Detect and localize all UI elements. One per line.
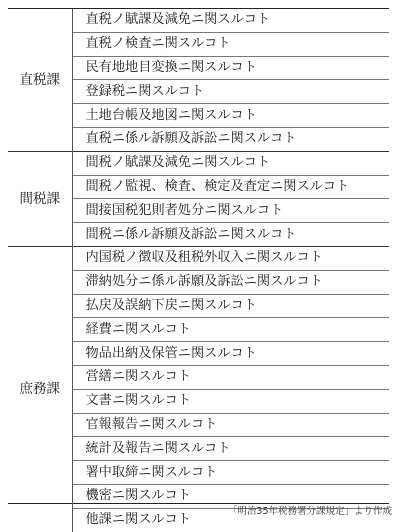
duty-item: 直税ノ賦課及減免ニ関スルコト xyxy=(85,12,271,28)
duty-item: 間接国税犯則者処分ニ関スルコト xyxy=(72,199,389,223)
duty-item: 払戻及誤納下戻ニ関スルコト xyxy=(72,294,389,318)
duty-item: 機密ニ関スルコト xyxy=(72,484,389,508)
duty-item: 登録税ニ関スルコト xyxy=(72,80,389,104)
duty-item: 滞納処分ニ係ル訴願及訴訟ニ関スルコト xyxy=(72,270,389,294)
duty-item: 直税ニ係ル訴願及訴訟ニ関スルコト xyxy=(72,127,389,151)
department-general-affairs: 庶務課 xyxy=(8,246,72,531)
duty-item: 間税ノ賦課及減免ニ関スルコト xyxy=(72,151,389,175)
duty-item: 直税ノ検査ニ関スルコト xyxy=(72,32,389,56)
duty-item: 文書ニ関スルコト xyxy=(72,389,389,413)
duty-item: 間税ノ監視、検査、検定及査定ニ関スルコト xyxy=(72,175,389,199)
duty-item: 署中取締ニ関スルコト xyxy=(72,461,389,485)
source-note: 「明治35年税務署分課規定」より作成 xyxy=(227,506,392,517)
table-row xyxy=(8,9,389,32)
duty-item: 土地台帳及地図ニ関スルコト xyxy=(72,104,389,128)
table-row xyxy=(8,151,389,175)
duty-item: 物品出納及保管ニ関スルコト xyxy=(72,342,389,366)
duty-item: 内国税ノ徴収及租税外収入ニ関スルコト xyxy=(72,246,389,270)
duty-item: 間税ニ係ル訴願及訴訟ニ関スルコト xyxy=(72,223,389,247)
department-direct-tax: 直税課 xyxy=(8,9,72,151)
duty-item: 営繕ニ関スルコト xyxy=(72,365,389,389)
duty-item: 経費ニ関スルコト xyxy=(72,318,389,342)
duty-item: 他課ニ関スルコト xyxy=(72,508,389,531)
duty-item: 統計及報告ニ関スルコト xyxy=(72,437,389,461)
duty-item: 官報報告ニ関スルコト xyxy=(72,413,389,437)
department-indirect-tax: 間税課 xyxy=(8,151,72,246)
duty-item: 民有地地目変換ニ関スルコト xyxy=(72,56,389,80)
duties-table xyxy=(8,9,389,532)
table-row xyxy=(8,246,389,270)
